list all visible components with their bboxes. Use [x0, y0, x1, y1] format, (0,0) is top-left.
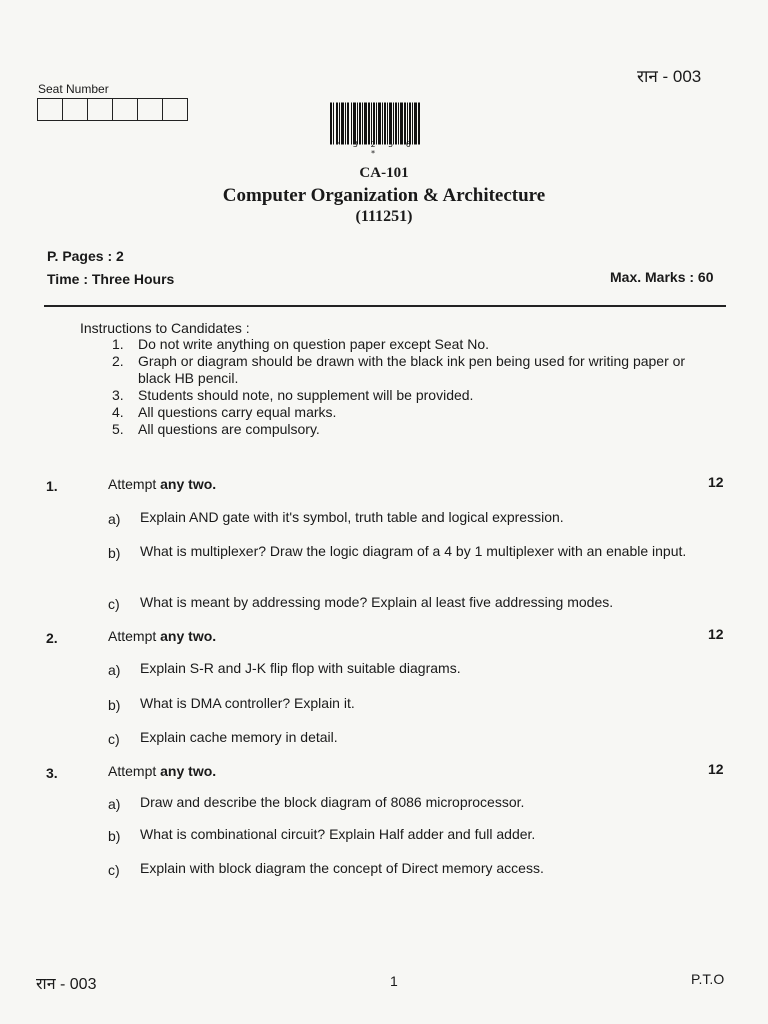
max-marks: Max. Marks : 60 — [610, 269, 714, 285]
question-marks: 12 — [708, 474, 724, 490]
seat-box — [138, 99, 163, 120]
question-emphasis: any two. — [160, 763, 217, 779]
instruction-text: Do not write anything on question paper except Seat No. — [138, 336, 489, 352]
question-heading — [108, 628, 216, 644]
seat-number-boxes — [37, 98, 188, 121]
instructions-title: Instructions to Candidates : — [80, 320, 250, 336]
subquestion-text: What is DMA controller? Explain it. — [140, 695, 355, 711]
question-emphasis: any two. — [160, 628, 217, 644]
instruction-text: Graph or diagram should be drawn with the black ink pen being used for writing paper or black HB pencil. — [138, 353, 686, 386]
question-marks: 12 — [708, 626, 724, 642]
question-heading — [108, 763, 216, 779]
subquestion-text: Explain with block diagram the concept of Direct memory access. — [140, 860, 544, 876]
seat-box — [163, 99, 187, 120]
seat-box — [63, 99, 88, 120]
barcode-number: * 3 2 5 6 * — [335, 140, 415, 158]
instruction-number: 1. — [112, 336, 124, 352]
instruction-item — [112, 421, 712, 438]
subquestion-text: Explain cache memory in detail. — [140, 729, 338, 745]
instruction-number: 5. — [112, 421, 124, 437]
subquestion-text: Draw and describe the block diagram of 8086 microprocessor. — [140, 794, 525, 810]
subquestion-text: Explain S-R and J-K flip flop with suitable diagrams. — [140, 660, 461, 676]
question-heading — [108, 476, 216, 492]
subquestion-text: What is meant by addressing mode? Explain al least five addressing modes. — [140, 594, 614, 610]
course-title: Computer Organization & Architecture — [222, 185, 546, 206]
instruction-text: Students should note, no supplement will be provided. — [138, 387, 474, 403]
instruction-number: 4. — [112, 404, 124, 420]
question-marks: 12 — [708, 761, 724, 777]
instruction-item — [112, 353, 712, 387]
seat-number-label: Seat Number — [38, 82, 109, 96]
subquestion-label: a) — [108, 796, 121, 812]
question-number: 3. — [46, 765, 58, 781]
page-count: P. Pages : 2 — [47, 248, 124, 264]
page-number: 1 — [390, 973, 398, 989]
question-number: 1. — [46, 478, 58, 494]
seat-box — [113, 99, 138, 120]
subquestion-label: a) — [108, 662, 121, 678]
subquestion-text: What is multiplexer? Draw the logic diagram of a 4 by 1 multiplexer with an enable input. — [140, 543, 687, 559]
instruction-item — [112, 336, 712, 353]
question-lead: Attempt — [108, 476, 157, 492]
footer-paper-code: रान - 003 — [36, 976, 97, 993]
instruction-item — [112, 387, 712, 404]
subquestion-label: b) — [108, 697, 121, 713]
subquestion-text: What is combinational circuit? Explain Half adder and full adder. — [140, 826, 536, 842]
subquestion-label: a) — [108, 511, 121, 527]
subquestion-label: c) — [108, 731, 120, 747]
instruction-text: All questions are compulsory. — [138, 421, 320, 437]
subquestion-label: c) — [108, 862, 120, 878]
subquestion-label: c) — [108, 596, 120, 612]
subquestion-label: b) — [108, 828, 121, 844]
question-lead: Attempt — [108, 628, 157, 644]
question-number: 2. — [46, 630, 58, 646]
exam-duration: Time : Three Hours — [47, 271, 175, 287]
instruction-item — [112, 404, 712, 421]
course-number: (111251) — [355, 208, 413, 225]
please-turn-over: P.T.O — [691, 971, 725, 987]
course-code: CA-101 — [359, 165, 409, 181]
instruction-number: 2. — [112, 353, 124, 369]
instructions-list — [112, 336, 712, 438]
subquestion-text: Explain AND gate with it's symbol, truth table and logical expression. — [140, 509, 564, 525]
paper-code-top: रान - 003 — [637, 67, 702, 86]
question-emphasis: any two. — [160, 476, 217, 492]
question-lead: Attempt — [108, 763, 157, 779]
seat-box — [38, 99, 63, 120]
instruction-number: 3. — [112, 387, 124, 403]
instruction-text: All questions carry equal marks. — [138, 404, 337, 420]
divider — [44, 305, 726, 307]
subquestion-label: b) — [108, 545, 121, 561]
seat-box — [88, 99, 113, 120]
